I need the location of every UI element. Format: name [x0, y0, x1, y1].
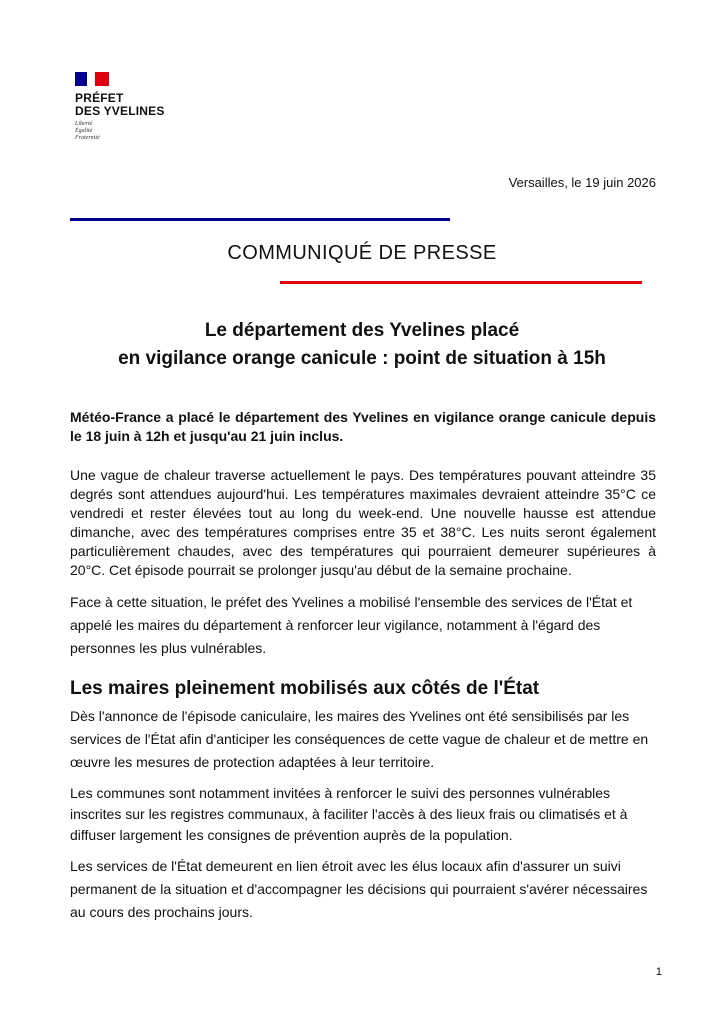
lead-paragraph: Météo-France a placé le département des Yvelines en vigilance orange canicule depuis le 18 juin à 12h et jusqu'au 21 juin inclus. — [70, 409, 656, 444]
section-paragraph-communes: Les communes sont notamment invitées à renforcer le suivi des personnes vulnérables inscrites sur les registres communaux, à faciliter l'accès à des lieux frais ou climatisés et à diffuser largement les consignes de prévention auprès de la population. — [70, 785, 628, 843]
motto-egalite: Égalité — [75, 128, 93, 134]
page-number: 1 — [655, 966, 662, 978]
paragraph-weather: Une vague de chaleur traverse actuellement le pays. Des températures pouvant atteindre 35 degrés sont attendues aujourd'hui. Les températures maximales devraient atteindre 35°C ce vendredi et rester élevées tout au long du week-end. Une nouvelle hausse est attendue dimanche, avec des températures comprises entre 35 et 38°C. Les nuits seront également particulièrement chaudes, avec des températures qui pourraient demeurer supérieures à 20°C. Cet épisode pourrait se prolonger jusqu'au début de la semaine prochaine. — [70, 467, 656, 578]
red-divider — [280, 281, 642, 284]
press-release-title — [40, 317, 684, 373]
dateline: Versailles, le 19 juin 2026 — [508, 175, 656, 190]
paragraph-prefect-action: Face à cette situation, le préfet des Yvelines a mobilisé l'ensemble des services de l'État et appelé les maires du département à renforcer leur vigilance, notamment à l'égard des personnes les plus vulnérables. — [70, 594, 633, 656]
title-line-1: Le département des Yvelines placé — [204, 320, 520, 341]
document-type: COMMUNIQUÉ DE PRESSE — [227, 242, 497, 264]
motto-liberte: Liberté — [75, 121, 93, 127]
organization-name — [75, 92, 165, 118]
title-line-2: en vigilance orange canicule : point de situation à 15h — [118, 348, 606, 369]
republic-motto — [75, 121, 165, 142]
org-line-1: PRÉFET — [75, 91, 124, 105]
section-heading: Les maires pleinement mobilisés aux côtés de l'État — [70, 678, 540, 699]
motto-fraternite: Fraternité — [75, 135, 100, 141]
section-paragraph-services: Les services de l'État demeurent en lien étroit avec les élus locaux afin d'assurer un suivi permanent de la situation et d'accompagner les décisions qui pourraient s'avérer nécessaires au cours des prochains jours. — [70, 858, 648, 920]
prefecture-logo — [75, 72, 165, 142]
org-line-2: DES YVELINES — [75, 104, 165, 118]
blue-divider — [70, 218, 450, 221]
section-paragraph-mayors: Dès l'annonce de l'épisode caniculaire, les maires des Yvelines ont été sensibilisés par les services de l'État afin d'anticiper les conséquences de cette vague de chaleur et de mettre en œuvre les mesures de protection adaptées à leur territoire. — [70, 708, 649, 770]
press-release-body — [70, 408, 656, 924]
french-flag-icon — [75, 72, 109, 86]
